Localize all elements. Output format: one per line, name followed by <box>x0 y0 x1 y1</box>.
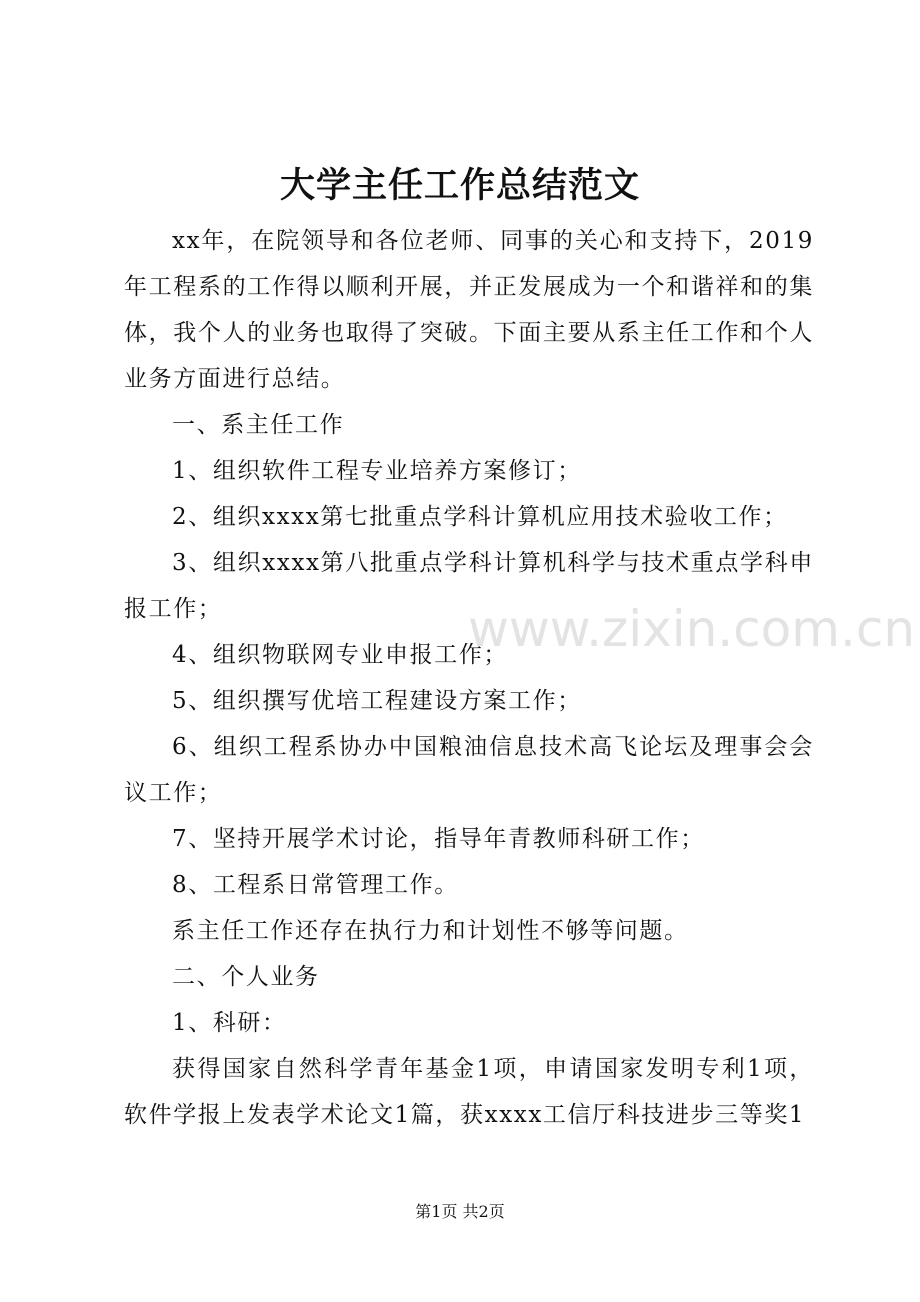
section-heading-department-head-work: 一、系主任工作 <box>172 412 345 438</box>
section-heading-personal-work: 二、个人业务 <box>172 964 320 990</box>
list-item: 1、组织软件工程专业培养方案修订； <box>172 458 582 484</box>
document-body <box>124 218 814 1138</box>
page-title: 大学主任工作总结范文 <box>279 166 640 206</box>
subsection-heading-research: 1、科研： <box>172 1010 287 1036</box>
list-item: 4、组织物联网专业申报工作； <box>172 642 509 668</box>
list-item: 6、组织工程系协办中国粮油信息技术高飞论坛及理事会会议工作； <box>124 734 814 806</box>
issues-paragraph: 系主任工作还存在执行力和计划性不够等问题。 <box>172 918 689 944</box>
intro-paragraph: xx年，在院领导和各位老师、同事的关心和支持下，2019年工程系的工作得以顺利开展，并正发展成为一个和谐祥和的集体，我个人的业务也取得了突破。下面主要从系主任工作和个人业务方面进行总结。 <box>124 228 814 392</box>
list-item: 2、组织xxxx第七批重点学科计算机应用技术验收工作； <box>172 504 788 530</box>
list-item: 3、组织xxxx第八批重点学科计算机科学与技术重点学科申报工作； <box>124 550 814 622</box>
list-item: 8、工程系日常管理工作。 <box>172 872 459 898</box>
list-item: 5、组织撰写优培工程建设方案工作； <box>172 688 582 714</box>
page-footer: 第1页 共2页 <box>415 1202 505 1221</box>
watermark: www.zixin.com.cn <box>468 600 916 658</box>
research-paragraph: 获得国家自然科学青年基金1项，申请国家发明专利1项，软件学报上发表学术论文1篇，获xxxx工信厅科技进步三等奖1 <box>124 1056 814 1128</box>
list-item: 7、坚持开展学术讨论，指导年青教师科研工作； <box>172 826 705 852</box>
